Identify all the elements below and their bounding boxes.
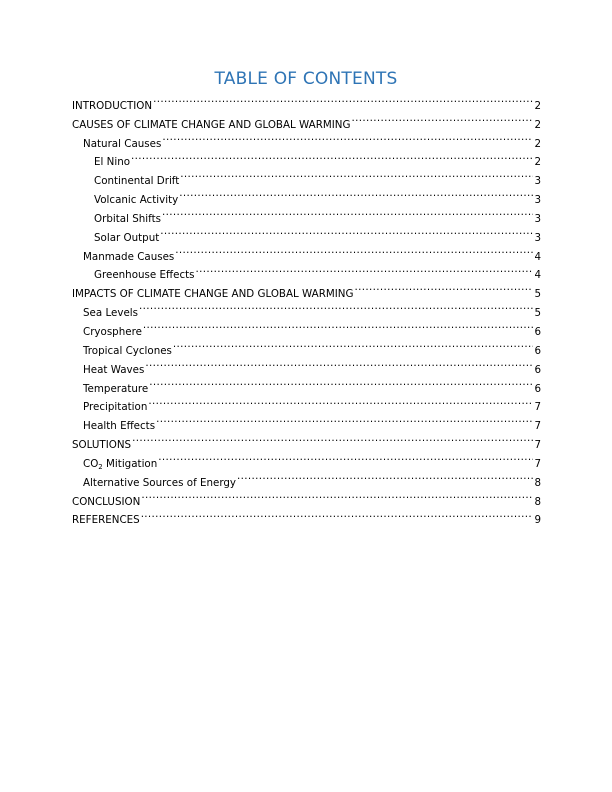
toc-entry[interactable] <box>72 335 541 357</box>
toc-entry-page-number: 3 <box>534 231 541 244</box>
toc-entry[interactable] <box>72 90 541 112</box>
toc-entry-label <box>72 511 140 530</box>
toc-dot-leader <box>162 203 533 222</box>
toc-entry-page-number: 6 <box>534 344 541 357</box>
toc-entry-label <box>72 493 140 512</box>
toc-entry-label-text: Heat Waves <box>83 363 145 376</box>
toc-dot-leader <box>175 241 533 260</box>
toc-entry-page-number: 5 <box>534 288 541 301</box>
toc-entry-label <box>94 153 130 172</box>
toc-entry-label-text: IMPACTS OF CLIMATE CHANGE AND GLOBAL WARMING <box>72 288 354 301</box>
toc-entry-label-text: Sea Levels <box>83 307 138 320</box>
toc-entry-label <box>72 97 152 116</box>
toc-entry[interactable] <box>72 429 541 452</box>
toc-dot-leader <box>237 467 533 486</box>
toc-entry-label-text: INTRODUCTION <box>72 99 153 112</box>
toc-entry-page-number: 4 <box>534 269 541 282</box>
toc-entry-label-text: Greenhouse Effects <box>94 269 195 282</box>
toc-entry-label-text: SOLUTIONS <box>72 439 132 452</box>
toc-entry-label-suffix: Mitigation <box>102 457 158 470</box>
toc-dot-leader <box>354 278 533 297</box>
toc-entry[interactable] <box>72 297 541 320</box>
toc-entry[interactable] <box>72 505 541 527</box>
toc-entry-label <box>94 229 159 248</box>
toc-entry-page-number: 7 <box>534 439 541 452</box>
toc-entry-page-number: 9 <box>534 514 541 527</box>
toc-list <box>72 90 541 527</box>
toc-dot-leader <box>141 486 533 505</box>
toc-entry-label-text: Alternative Sources of Energy <box>83 476 237 489</box>
toc-entry-page-number: 3 <box>534 175 541 188</box>
toc-entry-label-text: Tropical Cyclones <box>83 344 172 357</box>
toc-dot-leader <box>149 373 533 392</box>
toc-entry-page-number: 3 <box>534 194 541 207</box>
toc-entry-label-text: CO <box>83 457 99 470</box>
toc-entry-label <box>72 436 131 455</box>
toc-dot-leader <box>141 505 534 524</box>
toc-entry-label <box>94 210 161 229</box>
toc-entry-page-number: 2 <box>534 99 541 112</box>
toc-entry-page-number: 3 <box>534 212 541 225</box>
toc-dot-leader <box>158 448 533 467</box>
toc-entry-page-number: 2 <box>534 137 541 150</box>
toc-entry[interactable] <box>72 147 541 169</box>
toc-entry-page-number: 6 <box>534 363 541 376</box>
toc-entry-label-text: Health Effects <box>83 420 156 433</box>
toc-entry-label <box>94 266 195 285</box>
toc-dot-leader <box>131 147 533 166</box>
toc-dot-leader <box>196 260 534 279</box>
toc-entry-label <box>83 398 147 417</box>
toc-entry-label-text: Solar Output <box>94 231 160 244</box>
toc-entry-page-number: 4 <box>534 250 541 263</box>
toc-entry-label-text: Precipitation <box>83 401 148 414</box>
toc-entry-label-text: Manmade Causes <box>83 250 175 263</box>
toc-dot-leader <box>153 90 533 109</box>
toc-dot-leader <box>145 354 533 373</box>
toc-entry-page-number: 2 <box>534 156 541 169</box>
toc-entry-page-number: 7 <box>534 457 541 470</box>
toc-entry-label <box>83 380 148 399</box>
toc-entry-label-text: Natural Causes <box>83 137 162 150</box>
toc-entry-page-number: 8 <box>534 495 541 508</box>
toc-dot-leader <box>162 128 533 147</box>
toc-entry[interactable] <box>72 448 541 471</box>
toc-entry-label-text: Continental Drift <box>94 175 180 188</box>
toc-entry-label-text: REFERENCES <box>72 514 140 527</box>
toc-entry-label-text: Cryosphere <box>83 325 142 338</box>
toc-entry[interactable] <box>72 165 541 188</box>
toc-dot-leader <box>156 410 533 429</box>
toc-entry-label-text: Orbital Shifts <box>94 212 161 225</box>
toc-entry[interactable] <box>72 486 541 508</box>
toc-entry-label <box>83 361 144 380</box>
toc-dot-leader <box>180 165 533 184</box>
toc-entry-label-text: CONCLUSION <box>72 495 141 508</box>
toc-entry-label-text: Volcanic Activity <box>94 194 179 207</box>
toc-entry-label <box>83 248 174 267</box>
toc-dot-leader <box>160 222 533 241</box>
toc-dot-leader <box>148 392 533 411</box>
toc-entry-label-text: El Nino <box>94 156 131 169</box>
toc-dot-leader <box>143 316 534 335</box>
toc-dot-leader <box>351 109 533 128</box>
toc-entry-label <box>83 455 157 474</box>
toc-dot-leader <box>173 335 534 354</box>
toc-entry[interactable] <box>72 316 541 338</box>
toc-entry-page-number: 7 <box>534 420 541 433</box>
toc-entry-label <box>94 172 179 191</box>
toc-dot-leader <box>139 297 533 316</box>
toc-entry-label <box>83 323 142 342</box>
toc-dot-leader <box>132 429 533 448</box>
toc-entry-label-subscript: 2 <box>98 462 103 471</box>
toc-entry-label-text: Temperature <box>83 382 149 395</box>
toc-entry-page-number: 8 <box>534 476 541 489</box>
toc-entry-page-number: 2 <box>534 118 541 131</box>
toc-title: TABLE OF CONTENTS <box>214 69 398 89</box>
toc-entry-page-number: 5 <box>534 307 541 320</box>
toc-entry-label-text: CAUSES OF CLIMATE CHANGE AND GLOBAL WARMING <box>72 118 351 131</box>
toc-entry-label <box>83 304 138 323</box>
toc-dot-leader <box>179 184 533 203</box>
toc-entry-page-number: 7 <box>534 401 541 414</box>
toc-entry-page-number: 6 <box>534 382 541 395</box>
toc-entry-page-number: 6 <box>534 325 541 338</box>
